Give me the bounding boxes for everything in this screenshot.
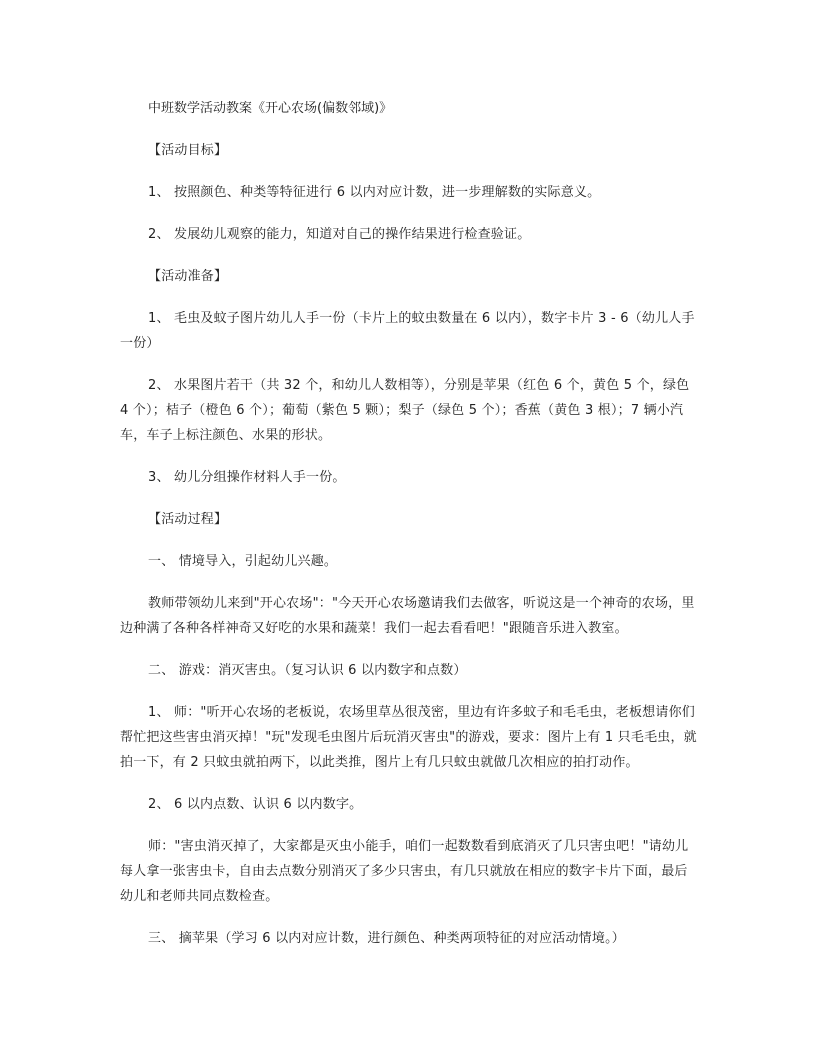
- process-step-2-title: 二、 游戏：消灭害虫。（复习认识 6 以内数字和点数）: [148, 663, 467, 678]
- preparation-item-1: 1、 毛虫及蚊子图片幼儿人手一份（卡片上的蚊虫数量在 6 以内），数字卡片 3 - 6（幼儿人手一份）: [120, 311, 695, 351]
- preparation-item-3: 3、 幼儿分组操作材料人手一份。: [148, 470, 346, 485]
- goal-item-1: 1、 按照颜色、种类等特征进行 6 以内对应计数，进一步理解数的实际意义。: [148, 185, 601, 200]
- process-step-2-item-2: 2、 6 以内点数、认识 6 以内数字。: [148, 797, 363, 812]
- section-heading-goals: 【活动目标】: [148, 143, 228, 158]
- preparation-item-2: 2、 水果图片若干（共 32 个，和幼儿人数相等），分别是苹果（红色 6 个，黄色 5 个，绿色 4 个）；桔子（橙色 6 个）；葡萄（紫色 5 颗）；梨子（绿色 5 个）；香蕉（黄色 3 根）；7 辆小汽车，车子上标注颜色、水果的形状。: [120, 378, 690, 443]
- process-step-3-title: 三、 摘苹果（学习 6 以内对应计数，进行颜色、种类两项特征的对应活动情境。）: [148, 931, 625, 946]
- process-step-2-item-1: 1、 师："听开心农场的老板说，农场里草丛很茂密，里边有许多蚊子和毛毛虫，老板想请你们帮忙把这些害虫消灭掉！"玩"发现毛虫图片后玩消灭害虫"的游戏，要求：图片上有 1 只毛毛虫，就拍一下，有 2 只蚊虫就拍两下，以此类推，图片上有几只蚊虫就做几次相应的拍打动作。: [120, 705, 697, 770]
- document-body: [120, 96, 700, 968]
- process-step-1-text: 教师带领幼儿来到"开心农场"："今天开心农场邀请我们去做客，听说这是一个神奇的农场，里边种满了各种各样神奇又好吃的水果和蔬菜！我们一起去看看吧！"跟随音乐进入教室。: [120, 596, 695, 636]
- document-title: 中班数学活动教案《开心农场(偏数邻域)》: [148, 101, 393, 116]
- section-heading-process: 【活动过程】: [148, 512, 228, 527]
- goal-item-2: 2、 发展幼儿观察的能力，知道对自己的操作结果进行检查验证。: [148, 227, 531, 242]
- process-step-1-title: 一、 情境导入，引起幼儿兴趣。: [148, 554, 338, 569]
- section-heading-preparation: 【活动准备】: [148, 269, 228, 284]
- process-step-2-item-3: 师："害虫消灭掉了，大家都是灭虫小能手，咱们一起数数看到底消灭了几只害虫吧！"请幼儿每人拿一张害虫卡，自由去点数分别消灭了多少只害虫，有几只就放在相应的数字卡片下面，最后幼儿和老师共同点数检查。: [120, 839, 689, 904]
